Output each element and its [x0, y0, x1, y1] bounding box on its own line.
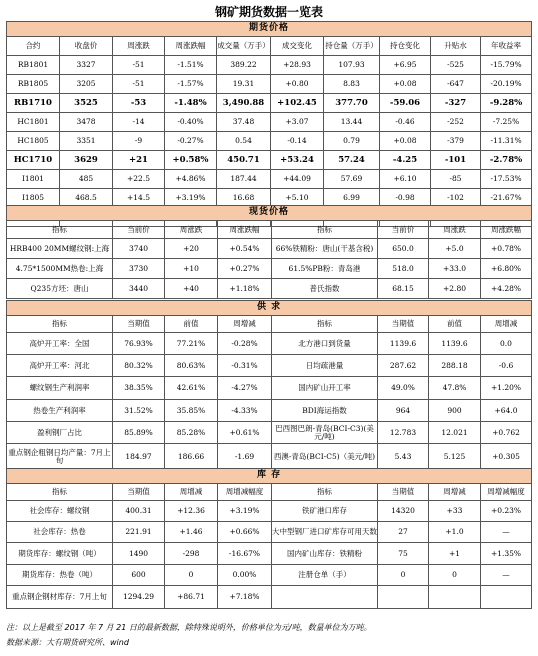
column-header: 指标 [272, 316, 378, 333]
table-cell: +10 [165, 259, 218, 279]
table-cell: -16.67% [218, 543, 272, 565]
table-cell: -102 [431, 189, 481, 208]
table-cell: 3740 [113, 239, 165, 259]
table-row [7, 151, 532, 170]
table-cell: 5.125 [429, 444, 481, 471]
table-cell: -0.28% [218, 333, 272, 355]
table-cell: 0.79 [324, 132, 380, 151]
table-cell: 37.48 [217, 113, 271, 132]
table-cell: 66%铁精粉：唐山(干基含税) [272, 239, 378, 259]
column-header: 周增减幅度 [481, 484, 532, 501]
column-header: 收盘价 [60, 37, 113, 56]
column-header: 当期值 [113, 316, 165, 333]
table-cell: 高炉开工率：全国 [7, 333, 113, 355]
table-cell: — [481, 565, 532, 586]
table-cell: +0.80 [271, 75, 324, 94]
table-cell [272, 586, 378, 609]
table-row [7, 239, 532, 259]
table-cell: 85.89% [113, 422, 165, 444]
column-header: 前值 [165, 316, 218, 333]
table-row [7, 444, 532, 471]
futures-section-header: 期货价格 [7, 22, 532, 37]
column-header: 当前价 [113, 221, 165, 239]
table-cell: -15.79% [481, 56, 532, 75]
table-cell: I1805 [7, 189, 60, 208]
column-header: 周增减 [481, 316, 532, 333]
table-cell: 42.61% [165, 377, 218, 400]
table-cell: 0.54 [217, 132, 271, 151]
table-cell: +0.762 [481, 422, 532, 444]
table-cell: +53.24 [271, 151, 324, 170]
table-cell: -21.67% [481, 189, 532, 208]
table-cell: 3525 [60, 94, 113, 113]
table-cell: 重点钢企粗钢日均产量：7月上旬 [7, 444, 113, 471]
column-header: 当期值 [378, 316, 429, 333]
table-cell: -0.46 [380, 113, 431, 132]
table-cell: 389.22 [217, 56, 271, 75]
table-cell: HRB400 20MM螺纹钢:上海 [7, 239, 113, 259]
table-cell: -20.19% [481, 75, 532, 94]
table-cell: +0.61% [218, 422, 272, 444]
column-header: 周增减 [218, 316, 272, 333]
table-cell: 16.68 [217, 189, 271, 208]
table-cell: 巴西图巴朗-青岛(BCI-C3)(美元/吨) [272, 422, 378, 444]
table-row [7, 279, 532, 299]
table-cell: +1.0 [429, 522, 481, 543]
table-cell: +3.19% [218, 501, 272, 522]
table-cell: Q235方坯：唐山 [7, 279, 113, 299]
table-cell: -525 [431, 56, 481, 75]
table-cell: -252 [431, 113, 481, 132]
table-cell: -4.33% [218, 400, 272, 422]
table-cell: RB1805 [7, 75, 60, 94]
table-cell: +40 [165, 279, 218, 299]
table-cell: 221.91 [113, 522, 165, 543]
table-cell: +44.09 [271, 170, 324, 189]
table-cell: +3.07 [271, 113, 324, 132]
table-cell: +33 [429, 501, 481, 522]
table-cell: 19.31 [217, 75, 271, 94]
table-cell: 6.99 [324, 189, 380, 208]
column-header: 成交变化 [271, 37, 324, 56]
table-cell: 47.8% [429, 377, 481, 400]
column-header: 持仓变化 [380, 37, 431, 56]
table-cell: RB1801 [7, 56, 60, 75]
table-cell: 0 [378, 565, 429, 586]
table-row [7, 400, 532, 422]
table-row [7, 94, 532, 113]
table-cell: 日均疏港量 [272, 355, 378, 377]
column-header: 周增减 [429, 484, 481, 501]
stock-table [6, 468, 532, 609]
stock-section-header: 库 存 [7, 469, 532, 484]
table-row [7, 56, 532, 75]
table-cell: 1139.6 [378, 333, 429, 355]
table-cell: +0.66% [218, 522, 272, 543]
table-cell: -1.57% [165, 75, 217, 94]
table-cell: I1801 [7, 170, 60, 189]
table-cell: -1.51% [165, 56, 217, 75]
table-cell: +1.35% [481, 543, 532, 565]
column-header: 指标 [272, 484, 378, 501]
table-cell: +1.20% [481, 377, 532, 400]
table-row [7, 565, 532, 586]
table-cell: 80.63% [165, 355, 218, 377]
table-row [7, 522, 532, 543]
table-cell: 400.31 [113, 501, 165, 522]
table-cell: RB1710 [7, 94, 60, 113]
column-header: 前值 [429, 316, 481, 333]
table-cell: 77.21% [165, 333, 218, 355]
table-cell: HC1710 [7, 151, 60, 170]
table-cell: -85 [431, 170, 481, 189]
table-cell: 650.0 [378, 239, 429, 259]
futures-table [6, 21, 532, 227]
table-cell: 13.44 [324, 113, 380, 132]
table-cell: 北方港口到货量 [272, 333, 378, 355]
table-cell: -327 [431, 94, 481, 113]
table-cell: 31.52% [113, 400, 165, 422]
table-cell: -0.6 [481, 355, 532, 377]
table-cell: HC1805 [7, 132, 60, 151]
table-cell: 485 [60, 170, 113, 189]
table-cell: -0.31% [218, 355, 272, 377]
table-cell: 76.93% [113, 333, 165, 355]
table-cell: 国内矿山库存：铁精粉 [272, 543, 378, 565]
table-cell: 450.71 [217, 151, 271, 170]
table-row [7, 259, 532, 279]
table-cell: 80.32% [113, 355, 165, 377]
table-cell: 75 [378, 543, 429, 565]
column-header: 合约 [7, 37, 60, 56]
table-cell: -0.14 [271, 132, 324, 151]
table-row [7, 355, 532, 377]
column-header: 周涨跌幅 [218, 221, 272, 239]
column-header: 指标 [7, 316, 113, 333]
table-row [7, 75, 532, 94]
table-cell: -0.40% [165, 113, 217, 132]
table-cell: -9.28% [481, 94, 532, 113]
table-cell: -101 [431, 151, 481, 170]
column-header: 当期值 [378, 484, 429, 501]
table-cell: 8.83 [324, 75, 380, 94]
table-cell: 0 [429, 565, 481, 586]
table-cell: 高炉开工率：河北 [7, 355, 113, 377]
spot-table [6, 205, 532, 299]
table-cell: +64.0 [481, 400, 532, 422]
table-row [7, 333, 532, 355]
table-cell: -51 [113, 56, 165, 75]
table-cell: +1.18% [218, 279, 272, 299]
table-row [7, 422, 532, 444]
table-cell: 大中型钢厂进口矿库存可用天数 [272, 522, 378, 543]
table-cell: +5.10 [271, 189, 324, 208]
page-title: 钢矿期货数据一览表 [214, 5, 323, 19]
table-cell: BDI海运指数 [272, 400, 378, 422]
table-cell: 国内矿山开工率 [272, 377, 378, 400]
table-cell: 普氏指数 [272, 279, 378, 299]
table-cell: 288.18 [429, 355, 481, 377]
table-cell: 35.85% [165, 400, 218, 422]
table-cell: +21 [113, 151, 165, 170]
column-header: 当前价 [378, 221, 429, 239]
table-cell: 85.28% [165, 422, 218, 444]
table-cell: 186.66 [165, 444, 218, 471]
table-cell: 期货库存：热卷（吨） [7, 565, 113, 586]
table-row [7, 113, 532, 132]
table-cell: +0.08 [380, 132, 431, 151]
table-cell: +0.54% [218, 239, 272, 259]
table-cell: 1490 [113, 543, 165, 565]
table-cell: -1.48% [165, 94, 217, 113]
table-cell: 468.5 [60, 189, 113, 208]
column-header: 当期值 [113, 484, 165, 501]
column-header: 年收益率 [481, 37, 532, 56]
table-cell: 热卷生产利润率 [7, 400, 113, 422]
table-cell: 3629 [60, 151, 113, 170]
table-cell: 14320 [378, 501, 429, 522]
table-cell: 57.24 [324, 151, 380, 170]
table-cell: -0.98 [380, 189, 431, 208]
footnote: 注：以上是截至 2017 年 7 月 21 日的最新数据，除特殊说明外，价格单位为元/吨，数量单位为万吨。 [6, 623, 372, 632]
table-cell: +102.45 [271, 94, 324, 113]
table-cell: -647 [431, 75, 481, 94]
table-cell: +0.27% [218, 259, 272, 279]
table-cell: -7.25% [481, 113, 532, 132]
column-header: 周增减 [165, 484, 218, 501]
table-cell: 社会库存：螺纹钢 [7, 501, 113, 522]
table-cell: +0.23% [481, 501, 532, 522]
table-cell: -17.53% [481, 170, 532, 189]
table-cell: 3,490.88 [217, 94, 271, 113]
table-cell: 社会库存：热卷 [7, 522, 113, 543]
table-cell: 184.97 [113, 444, 165, 471]
table-cell: 注册仓单（手） [272, 565, 378, 586]
table-cell: +0.08 [380, 75, 431, 94]
table-cell [378, 586, 429, 609]
table-row [7, 170, 532, 189]
table-cell: 27 [378, 522, 429, 543]
table-cell: +5.0 [429, 239, 481, 259]
supply-section-header: 供 求 [7, 301, 532, 316]
table-cell: 0 [165, 565, 218, 586]
table-cell: 3478 [60, 113, 113, 132]
table-cell: +0.305 [481, 444, 532, 471]
table-cell: 螺纹钢生产利润率 [7, 377, 113, 400]
table-cell: +0.78% [481, 239, 532, 259]
table-cell: 铁矿港口库存 [272, 501, 378, 522]
table-cell: +12.36 [165, 501, 218, 522]
table-cell: +6.80% [481, 259, 532, 279]
table-cell: 0.00% [218, 565, 272, 586]
table-cell: -298 [165, 543, 218, 565]
table-cell: +33.0 [429, 259, 481, 279]
table-cell: +2.80 [429, 279, 481, 299]
table-cell: +6.10 [380, 170, 431, 189]
table-cell: -51 [113, 75, 165, 94]
table-cell [429, 586, 481, 609]
table-cell: -59.06 [380, 94, 431, 113]
table-cell: +0.58% [165, 151, 217, 170]
table-cell: 5.43 [378, 444, 429, 471]
table-cell: 1294.29 [113, 586, 165, 609]
table-row [7, 586, 532, 609]
table-cell: 57.69 [324, 170, 380, 189]
table-cell: -2.78% [481, 151, 532, 170]
table-cell: 西澳-青岛(BCI-C5)（美元/吨) [272, 444, 378, 471]
table-cell: — [481, 522, 532, 543]
data-source: 数据来源：大有期货研究所、wind [6, 638, 129, 647]
table-cell: +28.93 [271, 56, 324, 75]
table-cell: 3440 [113, 279, 165, 299]
table-cell: 187.44 [217, 170, 271, 189]
table-cell: 377.70 [324, 94, 380, 113]
table-cell: +1 [429, 543, 481, 565]
table-cell: 1139.6 [429, 333, 481, 355]
table-cell: 3730 [113, 259, 165, 279]
table-cell: 期货库存：螺纹钢（吨） [7, 543, 113, 565]
table-row [7, 501, 532, 522]
column-header: 周涨跌幅 [165, 37, 217, 56]
table-cell: 900 [429, 400, 481, 422]
table-cell: 12.783 [378, 422, 429, 444]
table-cell: +4.28% [481, 279, 532, 299]
table-cell: 107.93 [324, 56, 380, 75]
column-header: 升贴水 [431, 37, 481, 56]
table-cell: -4.25 [380, 151, 431, 170]
column-header: 指标 [7, 221, 113, 239]
table-cell: 38.35% [113, 377, 165, 400]
table-cell: -9 [113, 132, 165, 151]
table-cell: 61.5%PB粉：青岛港 [272, 259, 378, 279]
table-cell: 重点钢企钢材库存：7月上旬 [7, 586, 113, 609]
table-cell: 68.15 [378, 279, 429, 299]
supply-table [6, 300, 532, 471]
table-cell: 盈利钢厂占比 [7, 422, 113, 444]
table-cell: -53 [113, 94, 165, 113]
table-cell: 3351 [60, 132, 113, 151]
table-cell: +20 [165, 239, 218, 259]
table-cell: 0.0 [481, 333, 532, 355]
table-cell: +3.19% [165, 189, 217, 208]
column-header: 指标 [272, 221, 378, 239]
column-header: 成交量（万手） [217, 37, 271, 56]
table-cell: -379 [431, 132, 481, 151]
table-row [7, 543, 532, 565]
table-cell: 287.62 [378, 355, 429, 377]
table-cell: 12.021 [429, 422, 481, 444]
column-header: 指标 [7, 484, 113, 501]
column-header: 持仓量（万手） [324, 37, 380, 56]
column-header: 周涨跌 [113, 37, 165, 56]
table-cell: -11.31% [481, 132, 532, 151]
table-cell: -4.27% [218, 377, 272, 400]
column-header: 周增减幅度 [218, 484, 272, 501]
table-cell: +7.18% [218, 586, 272, 609]
table-cell: 49.0% [378, 377, 429, 400]
column-header: 周涨跌 [429, 221, 481, 239]
table-cell: +86.71 [165, 586, 218, 609]
column-header: 周涨跌幅 [481, 221, 532, 239]
table-cell: 4.75*1500MM热卷:上海 [7, 259, 113, 279]
table-cell: 3205 [60, 75, 113, 94]
table-cell: +14.5 [113, 189, 165, 208]
table-cell: +22.5 [113, 170, 165, 189]
spot-section-header: 现货价格 [7, 206, 532, 221]
table-cell: 964 [378, 400, 429, 422]
table-cell: 600 [113, 565, 165, 586]
table-cell: -1.69 [218, 444, 272, 471]
column-header: 周涨跌 [165, 221, 218, 239]
table-cell: +4.86% [165, 170, 217, 189]
table-cell: +6.95 [380, 56, 431, 75]
table-cell: 518.0 [378, 259, 429, 279]
table-cell: 3327 [60, 56, 113, 75]
table-cell: -0.27% [165, 132, 217, 151]
table-cell: -14 [113, 113, 165, 132]
table-row [7, 377, 532, 400]
table-row [7, 132, 532, 151]
table-cell: HC1801 [7, 113, 60, 132]
table-cell [481, 586, 532, 609]
table-cell: +1.46 [165, 522, 218, 543]
